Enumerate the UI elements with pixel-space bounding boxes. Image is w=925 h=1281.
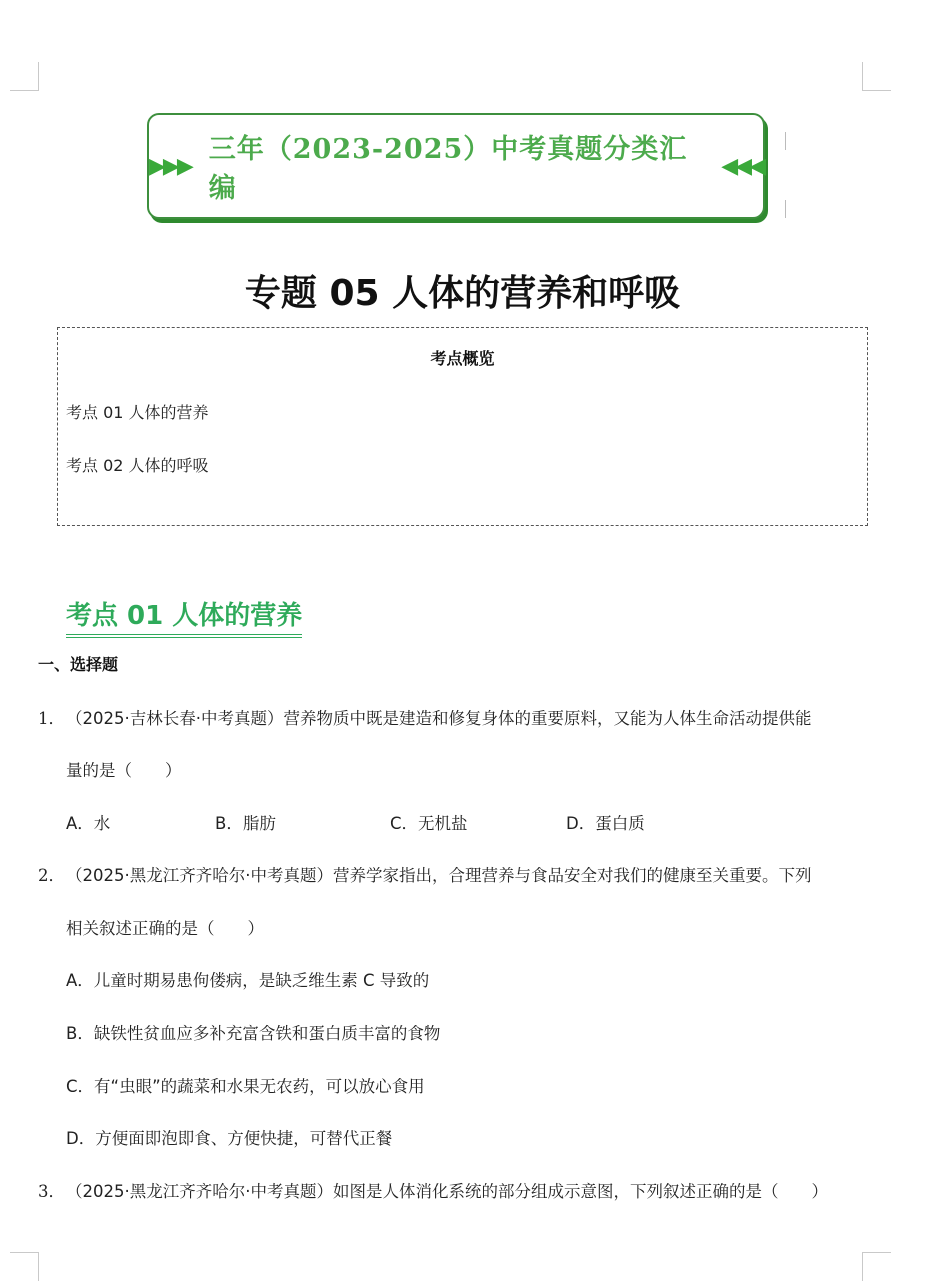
option-d: D．蛋白质 <box>566 814 645 833</box>
margin-tick <box>785 132 786 150</box>
option-b: B．脂肪 <box>215 814 276 833</box>
part-heading: 一、选择题 <box>38 655 119 674</box>
margin-tick <box>785 200 786 218</box>
question-stem: （2025·黑龙江齐齐哈尔·中考真题）营养学家指出，合理营养与食品安全对我们的健康至关重要。下列 <box>66 866 812 885</box>
series-banner <box>147 113 765 219</box>
overview-item: 考点 01 人体的营养 <box>66 403 209 422</box>
question-number: 1． <box>38 709 65 728</box>
question-stem-cont: 量的是（ ） <box>66 761 182 780</box>
question-stem: （2025·吉林长春·中考真题）营养物质中既是建造和修复身体的重要原料，又能为人体生命活动提供能 <box>66 709 812 728</box>
page-corner-mark <box>862 1252 891 1281</box>
option-a: A．儿童时期易患佝偻病，是缺乏维生素 C 导致的 <box>66 971 430 990</box>
option-b: B．缺铁性贫血应多补充富含铁和蛋白质丰富的食物 <box>66 1024 441 1043</box>
option-d: D．方便面即泡即食、方便快捷，可替代正餐 <box>66 1129 393 1148</box>
option-c: C．有“虫眼”的蔬菜和水果无农药，可以放心食用 <box>66 1077 425 1096</box>
question-number: 3． <box>38 1182 65 1201</box>
page-corner-mark <box>10 1252 39 1281</box>
page-corner-mark <box>862 62 891 91</box>
series-title: 三年（2023-2025）中考真题分类汇编 <box>208 134 688 204</box>
overview-title: 考点概览 <box>430 349 495 368</box>
overview-item: 考点 02 人体的呼吸 <box>66 456 209 475</box>
section-heading: 考点 01 人体的营养 <box>66 595 302 638</box>
right-arrows-icon: ▶▶▶ <box>149 153 191 179</box>
question-number: 2． <box>38 866 65 885</box>
option-a: A．水 <box>66 814 111 833</box>
page-corner-mark <box>10 62 39 91</box>
left-arrows-icon: ◀◀◀ <box>721 153 763 179</box>
topic-overview-box <box>57 327 868 526</box>
option-c: C．无机盐 <box>390 814 468 833</box>
question-stem: （2025·黑龙江齐齐哈尔·中考真题）如图是人体消化系统的部分组成示意图，下列叙述正确的是（ ） <box>66 1182 828 1201</box>
question-stem-cont: 相关叙述正确的是（ ） <box>66 919 264 938</box>
document-title: 专题 05 人体的营养和呼吸 <box>244 273 681 314</box>
